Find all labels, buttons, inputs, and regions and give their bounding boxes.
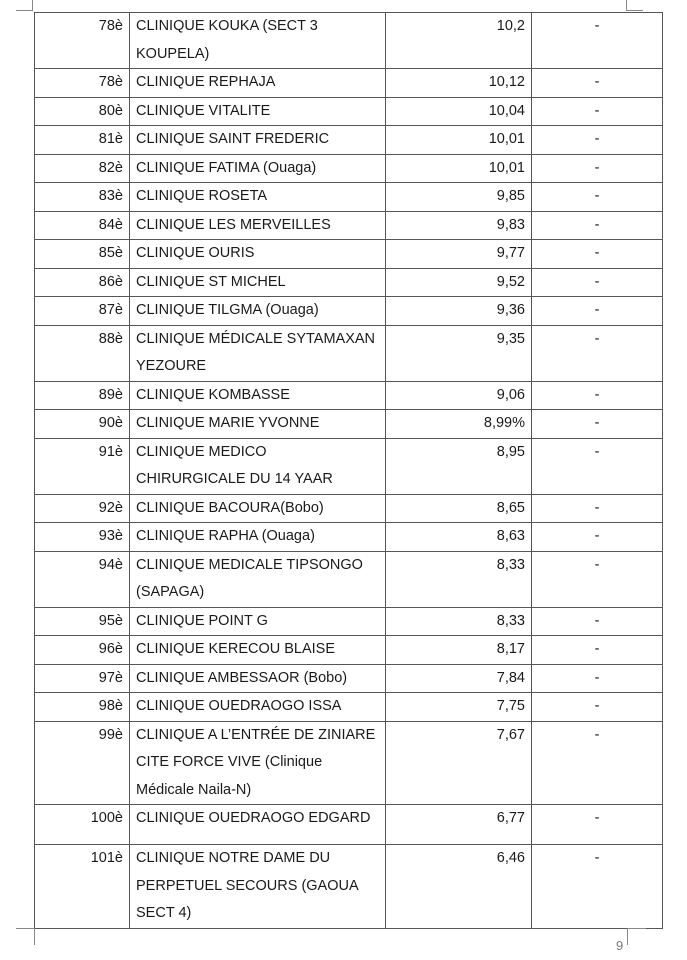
extra-cell: - bbox=[532, 268, 663, 297]
extra-cell: - bbox=[532, 13, 663, 69]
extra-cell: - bbox=[532, 523, 663, 552]
extra-cell: - bbox=[532, 69, 663, 98]
clinic-name-cell: CLINIQUE REPHAJA bbox=[130, 69, 386, 98]
rank-cell: 78è bbox=[35, 69, 130, 98]
extra-cell: - bbox=[532, 551, 663, 607]
clinic-name-cell: CLINIQUE POINT G bbox=[130, 607, 386, 636]
extra-cell: - bbox=[532, 721, 663, 805]
rank-cell: 99è bbox=[35, 721, 130, 805]
table-row bbox=[35, 805, 663, 845]
score-cell: 10,12 bbox=[386, 69, 532, 98]
clinic-name-cell: CLINIQUE KOUKA (SECT 3 KOUPELA) bbox=[130, 13, 386, 69]
score-cell: 9,83 bbox=[386, 211, 532, 240]
clinic-name-cell: CLINIQUE RAPHA (Ouaga) bbox=[130, 523, 386, 552]
score-cell: 8,63 bbox=[386, 523, 532, 552]
rank-cell: 100è bbox=[35, 805, 130, 845]
rank-cell: 85è bbox=[35, 240, 130, 269]
score-cell: 8,99% bbox=[386, 410, 532, 439]
clinic-name-cell: CLINIQUE VITALITE bbox=[130, 97, 386, 126]
extra-cell: - bbox=[532, 693, 663, 722]
extra-cell: - bbox=[532, 211, 663, 240]
clinic-name-cell: CLINIQUE OUEDRAOGO EDGARD bbox=[130, 805, 386, 845]
clinic-name-cell: CLINIQUE OURIS bbox=[130, 240, 386, 269]
clinic-name-cell: CLINIQUE AMBESSAOR (Bobo) bbox=[130, 664, 386, 693]
clinic-name-cell: CLINIQUE SAINT FREDERIC bbox=[130, 126, 386, 155]
clinic-name-cell: CLINIQUE MEDICALE TIPSONGO (SAPAGA) bbox=[130, 551, 386, 607]
table-row bbox=[35, 721, 663, 805]
clinic-ranking-table bbox=[34, 12, 663, 929]
rank-cell: 92è bbox=[35, 494, 130, 523]
rank-cell: 90è bbox=[35, 410, 130, 439]
extra-cell: - bbox=[532, 438, 663, 494]
extra-cell: - bbox=[532, 636, 663, 665]
crop-mark-bottom-right bbox=[627, 928, 646, 945]
table-row bbox=[35, 154, 663, 183]
extra-cell: - bbox=[532, 154, 663, 183]
clinic-name-cell: CLINIQUE NOTRE DAME DU PERPETUEL SECOURS (GAOUA SECT 4) bbox=[130, 845, 386, 929]
extra-cell: - bbox=[532, 240, 663, 269]
table-row bbox=[35, 607, 663, 636]
table-row bbox=[35, 268, 663, 297]
score-cell: 7,67 bbox=[386, 721, 532, 805]
rank-cell: 78è bbox=[35, 13, 130, 69]
score-cell: 8,33 bbox=[386, 551, 532, 607]
rank-cell: 101è bbox=[35, 845, 130, 929]
score-cell: 9,52 bbox=[386, 268, 532, 297]
extra-cell: - bbox=[532, 126, 663, 155]
score-cell: 8,95 bbox=[386, 438, 532, 494]
clinic-name-cell: CLINIQUE A L’ENTRÉE DE ZINIARE CITE FORCE VIVE (Clinique Médicale Naila-N) bbox=[130, 721, 386, 805]
extra-cell: - bbox=[532, 325, 663, 381]
clinic-name-cell: CLINIQUE MARIE YVONNE bbox=[130, 410, 386, 439]
score-cell: 10,01 bbox=[386, 126, 532, 155]
table-row bbox=[35, 381, 663, 410]
table-row bbox=[35, 297, 663, 326]
table-row bbox=[35, 240, 663, 269]
rank-cell: 87è bbox=[35, 297, 130, 326]
clinic-name-cell: CLINIQUE BACOURA(Bobo) bbox=[130, 494, 386, 523]
table-row bbox=[35, 410, 663, 439]
rank-cell: 91è bbox=[35, 438, 130, 494]
table-row bbox=[35, 664, 663, 693]
rank-cell: 95è bbox=[35, 607, 130, 636]
score-cell: 9,06 bbox=[386, 381, 532, 410]
rank-cell: 94è bbox=[35, 551, 130, 607]
score-cell: 9,35 bbox=[386, 325, 532, 381]
table-body bbox=[35, 13, 663, 929]
rank-cell: 80è bbox=[35, 97, 130, 126]
score-cell: 7,84 bbox=[386, 664, 532, 693]
extra-cell: - bbox=[532, 183, 663, 212]
clinic-name-cell: CLINIQUE MÉDICALE SYTAMAXAN YEZOURE bbox=[130, 325, 386, 381]
extra-cell: - bbox=[532, 845, 663, 929]
score-cell: 9,77 bbox=[386, 240, 532, 269]
score-cell: 10,01 bbox=[386, 154, 532, 183]
table-row bbox=[35, 183, 663, 212]
score-cell: 9,36 bbox=[386, 297, 532, 326]
rank-cell: 83è bbox=[35, 183, 130, 212]
score-cell: 8,17 bbox=[386, 636, 532, 665]
score-cell: 6,77 bbox=[386, 805, 532, 845]
score-cell: 8,65 bbox=[386, 494, 532, 523]
table-row bbox=[35, 693, 663, 722]
score-cell: 6,46 bbox=[386, 845, 532, 929]
rank-cell: 96è bbox=[35, 636, 130, 665]
crop-mark-top-left bbox=[16, 0, 33, 11]
crop-mark-top-right bbox=[626, 0, 643, 11]
extra-cell: - bbox=[532, 494, 663, 523]
table-row bbox=[35, 126, 663, 155]
table-row bbox=[35, 97, 663, 126]
table-row bbox=[35, 438, 663, 494]
score-cell: 7,75 bbox=[386, 693, 532, 722]
clinic-name-cell: CLINIQUE ROSETA bbox=[130, 183, 386, 212]
clinic-name-cell: CLINIQUE TILGMA (Ouaga) bbox=[130, 297, 386, 326]
clinic-name-cell: CLINIQUE FATIMA (Ouaga) bbox=[130, 154, 386, 183]
score-cell: 10,04 bbox=[386, 97, 532, 126]
table-row bbox=[35, 523, 663, 552]
clinic-name-cell: CLINIQUE LES MERVEILLES bbox=[130, 211, 386, 240]
clinic-name-cell: CLINIQUE KOMBASSE bbox=[130, 381, 386, 410]
extra-cell: - bbox=[532, 664, 663, 693]
clinic-name-cell: CLINIQUE ST MICHEL bbox=[130, 268, 386, 297]
table-row bbox=[35, 494, 663, 523]
rank-cell: 89è bbox=[35, 381, 130, 410]
extra-cell: - bbox=[532, 607, 663, 636]
clinic-name-cell: CLINIQUE KERECOU BLAISE bbox=[130, 636, 386, 665]
table-row bbox=[35, 211, 663, 240]
table-row bbox=[35, 845, 663, 929]
rank-cell: 98è bbox=[35, 693, 130, 722]
table-row bbox=[35, 551, 663, 607]
clinic-name-cell: CLINIQUE OUEDRAOGO ISSA bbox=[130, 693, 386, 722]
rank-cell: 84è bbox=[35, 211, 130, 240]
rank-cell: 93è bbox=[35, 523, 130, 552]
score-cell: 8,33 bbox=[386, 607, 532, 636]
score-cell: 9,85 bbox=[386, 183, 532, 212]
extra-cell: - bbox=[532, 97, 663, 126]
extra-cell: - bbox=[532, 805, 663, 845]
score-cell: 10,2 bbox=[386, 13, 532, 69]
extra-cell: - bbox=[532, 297, 663, 326]
rank-cell: 82è bbox=[35, 154, 130, 183]
extra-cell: - bbox=[532, 381, 663, 410]
page-number: 9 bbox=[616, 938, 624, 953]
table-row bbox=[35, 13, 663, 69]
rank-cell: 86è bbox=[35, 268, 130, 297]
rank-cell: 81è bbox=[35, 126, 130, 155]
crop-mark-bottom-left bbox=[16, 928, 35, 945]
table-row bbox=[35, 636, 663, 665]
rank-cell: 88è bbox=[35, 325, 130, 381]
table-row bbox=[35, 69, 663, 98]
extra-cell: - bbox=[532, 410, 663, 439]
table-row bbox=[35, 325, 663, 381]
rank-cell: 97è bbox=[35, 664, 130, 693]
clinic-name-cell: CLINIQUE MEDICO CHIRURGICALE DU 14 YAAR bbox=[130, 438, 386, 494]
